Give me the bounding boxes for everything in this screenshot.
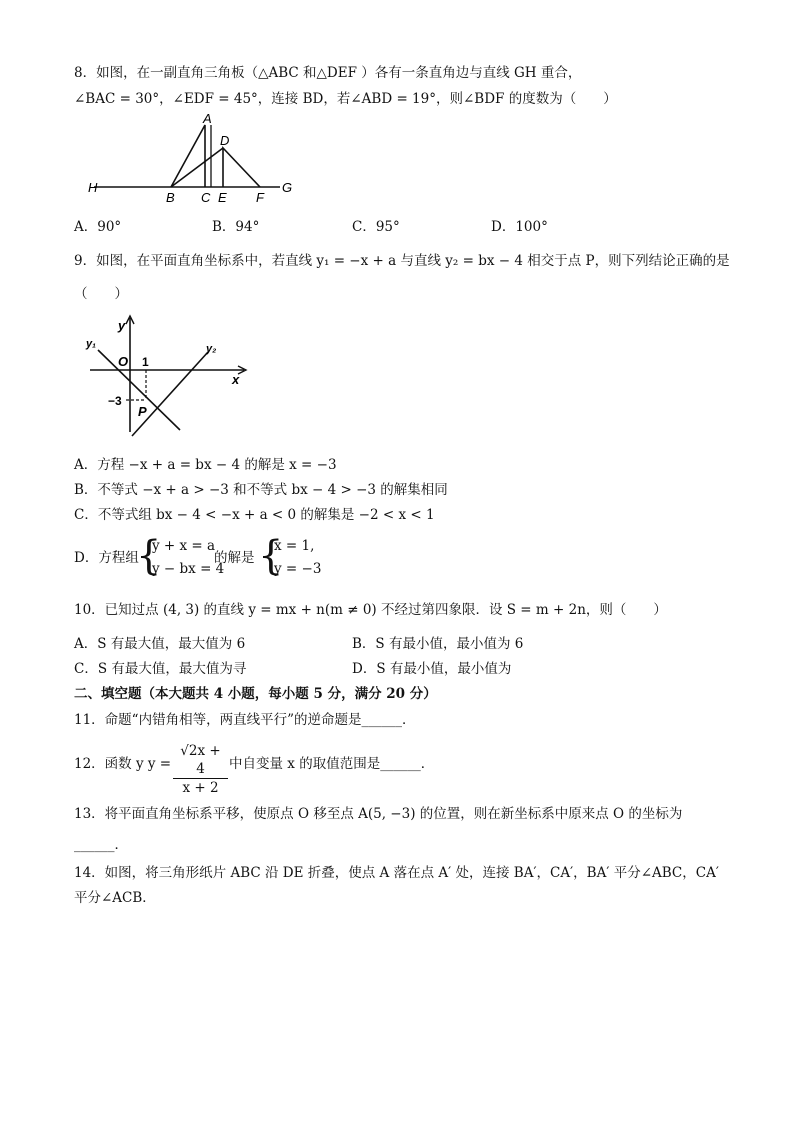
q8-label-G: G <box>282 180 293 195</box>
q10-option-b: B．S 有最小值，最小值为 6 <box>352 636 524 652</box>
q12-denominator: x + 2 <box>182 780 219 796</box>
q8-option-d: D．100° <box>491 219 548 235</box>
q9-label-y2: y₂ <box>206 343 217 355</box>
q9-stem-line1: 9．如图，在平面直角坐标系中，若直线 y₁ = −x + a 与直线 y₂ = bx − 4 相交于点 P，则下列结论正确的是 <box>74 253 730 269</box>
q9-option-d-brace-right: { <box>258 533 284 579</box>
q12-suffix: 中自变量 x 的取值范围是______． <box>229 756 435 772</box>
q9-option-d-mid: 的解是 <box>214 550 255 566</box>
q14-stem-line2: 平分∠ACB． <box>74 890 156 906</box>
q13-stem-line1: 13．将平面直角坐标系平移，使原点 O 移至点 A(5, −3) 的位置，则在新坐标系中原来点 O 的坐标为 <box>74 806 683 822</box>
q9-label-minus3: −3 <box>108 394 122 408</box>
q9-option-b: B．不等式 −x + a > −3 和不等式 bx − 4 > −3 的解集相同 <box>74 482 448 498</box>
q9-option-d-brace-left: { <box>136 533 162 579</box>
q9-option-a: A．方程 −x + a = bx − 4 的解是 x = −3 <box>74 457 337 473</box>
q9-label-one: 1 <box>142 355 149 369</box>
q9-label-x: x <box>232 372 240 387</box>
q8-label-D: D <box>220 133 230 148</box>
q13-stem-line2: ______． <box>74 837 128 853</box>
q9-figure <box>82 312 252 437</box>
q9-option-d-eq1: y + x = a <box>152 538 216 554</box>
q8-figure <box>80 112 305 207</box>
q9-label-y1: y₁ <box>86 338 96 350</box>
q8-option-a: A．90° <box>74 219 122 235</box>
q9-label-y: y <box>118 318 126 333</box>
q9-option-d-sol2: y = −3 <box>274 561 322 577</box>
q14-stem-line1: 14．如图，将三角形纸片 ABC 沿 DE 折叠，使点 A 落在点 A′ 处，连接 BA′，CA′，BA′ 平分∠ABC，CA′ <box>74 865 719 881</box>
q8-label-B: B <box>166 190 175 205</box>
q11-stem: 11．命题“内错角相等，两直线平行”的逆命题是______． <box>74 712 416 728</box>
q9-option-c: C．不等式组 bx − 4 < −x + a < 0 的解集是 −2 < x < 1 <box>74 507 435 523</box>
q10-option-a: A．S 有最大值，最大值为 6 <box>74 636 246 652</box>
q8-option-c: C．95° <box>352 219 400 235</box>
q9-option-d-sol1: x = 1, <box>274 538 315 554</box>
q8-label-A: A <box>203 112 212 126</box>
q9-label-p: P <box>138 404 147 419</box>
section-fill-in-heading: 二、填空题（本大题共 4 小题，每小题 5 分，满分 20 分） <box>74 686 437 702</box>
q9-stem-line2: （ ） <box>74 286 128 302</box>
q9-option-d-prefix: D．方程组 <box>74 550 139 566</box>
q10-option-c: C．S 有最大值，最大值为寻 <box>74 661 247 677</box>
q8-label-F: F <box>256 190 264 205</box>
q9-option-d-eq2: y − bx = 4 <box>152 561 225 577</box>
q9-label-origin: O <box>118 354 129 369</box>
q9-option-d <box>74 535 374 581</box>
q8-stem-line2: ∠BAC = 30°，∠EDF = 45°，连接 BD，若∠ABD = 19°，则∠BDF 的度数为（ ） <box>74 91 617 107</box>
q8-label-E: E <box>218 190 227 205</box>
q8-option-b: B．94° <box>212 219 260 235</box>
q8-label-C: C <box>201 190 211 205</box>
q12-numerator: √2x + 4 <box>173 742 228 779</box>
q10-option-d: D．S 有最小值，最小值为 <box>352 661 512 677</box>
q12-prefix: 12．函数 y y = <box>74 756 172 772</box>
q10-stem: 10．已知过点 (4, 3) 的直线 y = mx + n(m ≠ 0) 不经过第四象限．设 S = m + 2n，则（ ） <box>74 602 667 618</box>
q12-fraction <box>173 742 228 797</box>
q8-label-H: H <box>88 180 98 195</box>
q8-stem-line1: 8．如图，在一副直角三角板（△ABC 和△DEF ）各有一条直角边与直线 GH 重合， <box>74 65 582 81</box>
